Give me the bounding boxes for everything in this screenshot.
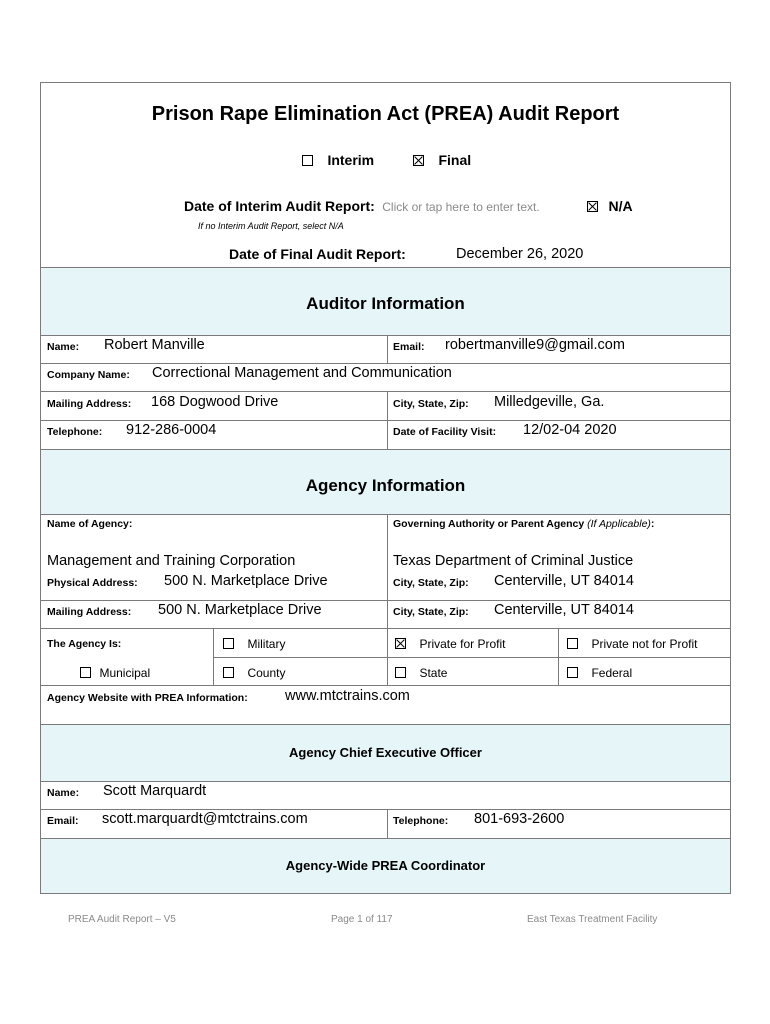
- type-private-profit[interactable]: [395, 635, 505, 653]
- type-private-nonprofit[interactable]: [567, 635, 698, 653]
- ceo-name-label: Name:: [47, 787, 80, 799]
- agency-website[interactable]: www.mtctrains.com: [285, 688, 410, 704]
- municipal-label: Municipal: [99, 666, 151, 680]
- interim-date-row: [184, 198, 540, 216]
- agency-is-label: The Agency Is:: [47, 638, 122, 650]
- footer-right: East Texas Treatment Facility: [527, 914, 658, 925]
- interim-date-input[interactable]: Click or tap here to enter text.: [382, 200, 540, 214]
- na-option[interactable]: [587, 198, 633, 216]
- final-checkbox[interactable]: [413, 155, 424, 166]
- na-note: If no Interim Audit Report, select N/A: [198, 221, 344, 231]
- website-label: Agency Website with PREA Information:: [47, 692, 248, 704]
- mailing-city: Centerville, UT 84014: [494, 602, 634, 618]
- agency-mailing-label: Mailing Address:: [47, 606, 132, 618]
- military-checkbox[interactable]: [223, 638, 234, 649]
- final-date-value: December 26, 2020: [456, 246, 584, 262]
- footer-page: Page 1 of 117: [331, 914, 393, 925]
- agency-name-label: Name of Agency:: [47, 518, 133, 530]
- auditor-name: Robert Manville: [104, 337, 205, 353]
- agency-mailing: 500 N. Marketplace Drive: [158, 602, 322, 618]
- na-checkbox[interactable]: [587, 201, 598, 212]
- private-nonprofit-label: Private not for Profit: [591, 637, 698, 651]
- private-nonprofit-checkbox[interactable]: [567, 638, 578, 649]
- municipal-checkbox[interactable]: [80, 667, 91, 678]
- company-name-label: Company Name:: [47, 369, 130, 381]
- interim-date-label: Date of Interim Audit Report:: [184, 198, 375, 214]
- na-label: N/A: [608, 198, 633, 214]
- type-state[interactable]: [395, 664, 447, 682]
- physical-city-label: City, State, Zip:: [393, 577, 469, 589]
- final-option[interactable]: [413, 152, 471, 170]
- physical-address: 500 N. Marketplace Drive: [164, 573, 328, 589]
- auditor-name-label: Name:: [47, 341, 80, 353]
- auditor-phone: 912-286-0004: [126, 422, 217, 438]
- final-label: Final: [438, 152, 472, 168]
- interim-label: Interim: [327, 152, 375, 168]
- private-profit-checkbox[interactable]: [395, 638, 406, 649]
- physical-address-label: Physical Address:: [47, 577, 138, 589]
- governing-authority-label: Governing Authority or Parent Agency (If Applicable):: [393, 518, 655, 530]
- coordinator-section-title: Agency-Wide PREA Coordinator: [285, 858, 486, 873]
- auditor-mailing: 168 Dogwood Drive: [151, 394, 279, 410]
- military-label: Military: [247, 637, 286, 651]
- visit-date: 12/02-04 2020: [523, 422, 617, 438]
- interim-checkbox[interactable]: [302, 155, 313, 166]
- agency-section-title: Agency Information: [305, 476, 466, 495]
- auditor-phone-label: Telephone:: [47, 426, 103, 438]
- auditor-city: Milledgeville, Ga.: [494, 394, 605, 410]
- type-military[interactable]: [223, 635, 285, 653]
- ceo-email: scott.marquardt@mtctrains.com: [102, 811, 308, 827]
- auditor-section-title: Auditor Information: [306, 294, 465, 313]
- agency-name: Management and Training Corporation: [47, 553, 296, 569]
- visit-date-label: Date of Facility Visit:: [393, 426, 497, 438]
- federal-label: Federal: [591, 666, 633, 680]
- final-date-label: Date of Final Audit Report:: [229, 246, 406, 262]
- report-title: Prison Rape Elimination Act (PREA) Audit Report: [151, 103, 620, 125]
- company-name: Correctional Management and Communication: [152, 365, 452, 381]
- footer-left: PREA Audit Report – V5: [68, 914, 176, 925]
- auditor-mailing-label: Mailing Address:: [47, 398, 132, 410]
- county-label: County: [247, 666, 286, 680]
- auditor-email-label: Email:: [393, 341, 425, 353]
- auditor-email: robertmanville9@gmail.com: [445, 337, 625, 353]
- type-federal[interactable]: [567, 664, 632, 682]
- ceo-phone: 801-693-2600: [474, 811, 565, 827]
- ceo-section-title: Agency Chief Executive Officer: [289, 745, 482, 760]
- state-checkbox[interactable]: [395, 667, 406, 678]
- county-checkbox[interactable]: [223, 667, 234, 678]
- physical-city: Centerville, UT 84014: [494, 573, 634, 589]
- private-profit-label: Private for Profit: [419, 637, 506, 651]
- ceo-phone-label: Telephone:: [393, 815, 449, 827]
- auditor-city-label: City, State, Zip:: [393, 398, 469, 410]
- ceo-email-label: Email:: [47, 815, 79, 827]
- type-county[interactable]: [223, 664, 285, 682]
- type-municipal[interactable]: [80, 664, 150, 682]
- governing-authority: Texas Department of Criminal Justice: [393, 553, 634, 569]
- interim-option[interactable]: [302, 152, 374, 170]
- federal-checkbox[interactable]: [567, 667, 578, 678]
- ceo-name: Scott Marquardt: [103, 783, 207, 799]
- mailing-city-label: City, State, Zip:: [393, 606, 469, 618]
- state-label: State: [419, 666, 448, 680]
